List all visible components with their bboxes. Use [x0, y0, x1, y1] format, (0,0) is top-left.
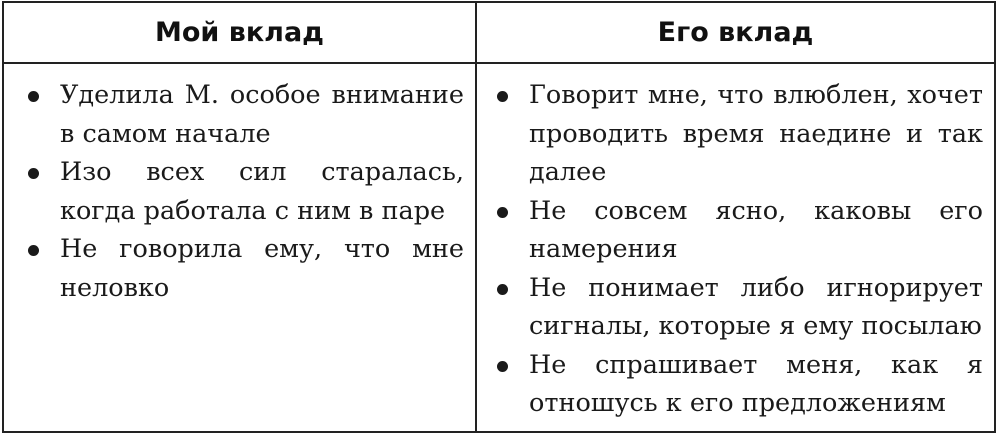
my-contribution-list [24, 76, 464, 307]
list-item [24, 153, 464, 230]
bullet-icon [497, 207, 508, 218]
list-item-text: Не спрашивает меня, как я отношусь к его предложениям [529, 349, 983, 418]
his-contribution-list [493, 76, 983, 423]
bullet-icon [497, 361, 508, 372]
his-contribution-column [493, 76, 983, 423]
list-item-text: Не совсем ясно, каковы его намерения [529, 195, 983, 264]
list-item [493, 269, 983, 346]
bullet-icon [497, 91, 508, 102]
list-item-text: Изо всех сил старалась, когда работала с ним в паре [60, 157, 464, 226]
header-divider [4, 62, 994, 64]
bullet-icon [28, 168, 39, 179]
column-divider [475, 3, 477, 431]
list-item-text: Уделила М. особое внимание в самом начале [60, 80, 464, 149]
header-my-contribution: Мой вклад [155, 17, 324, 48]
list-item [493, 76, 983, 192]
bullet-icon [497, 284, 508, 295]
list-item [493, 192, 983, 269]
list-item [24, 76, 464, 153]
bullet-icon [28, 91, 39, 102]
list-item-text: Говорит мне, что влюблен, хочет проводить время наедине и так далее [529, 80, 983, 187]
list-item-text: Не понимает либо игнорирует сигналы, которые я ему посылаю [529, 272, 983, 341]
bullet-icon [28, 245, 39, 256]
list-item [24, 230, 464, 307]
comparison-table [2, 1, 996, 433]
my-contribution-column [24, 76, 464, 307]
list-item-text: Не говорила ему, что мне неловко [60, 234, 464, 303]
header-his-contribution: Его вклад [657, 17, 814, 48]
list-item [493, 346, 983, 423]
